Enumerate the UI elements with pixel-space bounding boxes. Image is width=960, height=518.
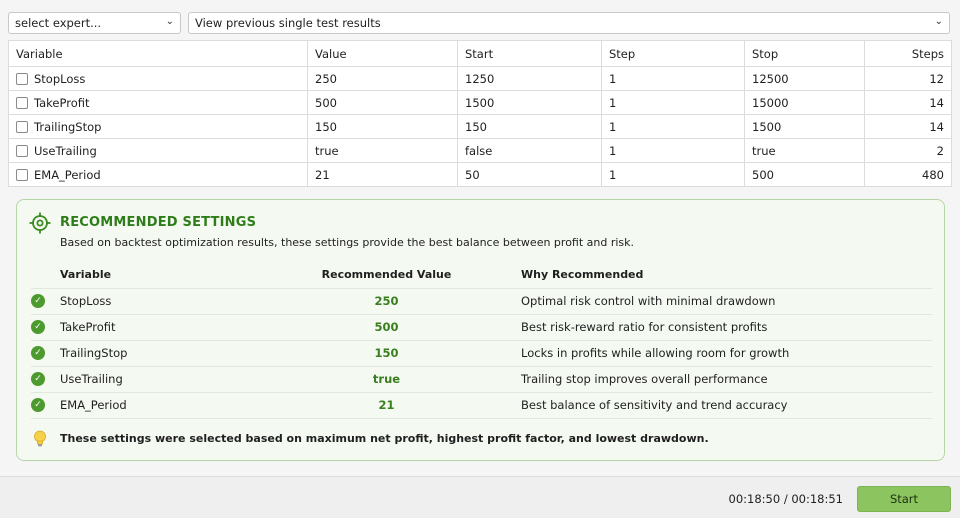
column-header-why-recommended: Why Recommended [487, 262, 932, 288]
steps-cell: 2 [865, 139, 952, 163]
stop-cell[interactable]: true [745, 139, 865, 163]
column-header-start[interactable]: Start [458, 41, 602, 67]
check-circle-icon: ✓ [31, 372, 45, 386]
recommended-settings-panel [16, 199, 945, 461]
table-row[interactable] [9, 115, 952, 139]
target-icon [29, 212, 51, 234]
start-cell[interactable]: 1500 [458, 91, 602, 115]
optimize-checkbox[interactable] [16, 145, 28, 157]
column-header-step[interactable]: Step [602, 41, 745, 67]
recommended-variable: UseTrailing [60, 366, 286, 392]
table-header-row [9, 41, 952, 67]
check-circle-icon: ✓ [31, 320, 45, 334]
panel-title: RECOMMENDED SETTINGS [60, 215, 257, 230]
variable-cell [9, 139, 308, 163]
recommended-value: 500 [286, 314, 487, 340]
note-text: These settings were selected based on maximum net profit, highest profit factor, and lowest drawdown. [60, 432, 709, 445]
check-circle-icon: ✓ [31, 346, 45, 360]
step-cell[interactable]: 1 [602, 91, 745, 115]
elapsed-timer: 00:18:50 / 00:18:51 [728, 492, 843, 506]
check-circle-icon: ✓ [31, 398, 45, 412]
start-button[interactable]: Start [857, 486, 951, 512]
variable-name: TrailingStop [34, 119, 102, 134]
variable-name: TakeProfit [34, 95, 90, 110]
optimize-checkbox[interactable] [16, 97, 28, 109]
steps-cell: 14 [865, 115, 952, 139]
start-cell[interactable]: false [458, 139, 602, 163]
recommended-reason: Optimal risk control with minimal drawdown [487, 288, 932, 314]
table-row[interactable] [9, 91, 952, 115]
stop-cell[interactable]: 500 [745, 163, 865, 187]
variable-cell [9, 115, 308, 139]
recommended-value: true [286, 366, 487, 392]
stop-cell[interactable]: 12500 [745, 67, 865, 91]
results-select[interactable] [188, 12, 950, 34]
recommended-row [31, 366, 932, 392]
recommended-variable: StopLoss [60, 288, 286, 314]
recommended-value: 150 [286, 340, 487, 366]
variable-name: EMA_Period [34, 167, 101, 182]
steps-cell: 12 [865, 67, 952, 91]
start-cell[interactable]: 150 [458, 115, 602, 139]
value-cell[interactable]: true [308, 139, 458, 163]
table-row[interactable] [9, 163, 952, 187]
column-header-value[interactable]: Value [308, 41, 458, 67]
recommended-variable: TakeProfit [60, 314, 286, 340]
toolbar [8, 12, 950, 34]
value-cell[interactable]: 150 [308, 115, 458, 139]
column-header-variable[interactable]: Variable [9, 41, 308, 67]
recommended-value: 21 [286, 392, 487, 418]
header-spacer [31, 262, 60, 288]
optimize-checkbox[interactable] [16, 73, 28, 85]
chevron-down-icon: ⌄ [165, 16, 174, 27]
recommended-row [31, 392, 932, 418]
column-header-steps[interactable]: Steps [865, 41, 952, 67]
recommended-reason: Best risk-reward ratio for consistent profits [487, 314, 932, 340]
step-cell[interactable]: 1 [602, 163, 745, 187]
check-cell [31, 288, 60, 314]
expert-select[interactable] [8, 12, 181, 34]
steps-cell: 480 [865, 163, 952, 187]
step-cell[interactable]: 1 [602, 115, 745, 139]
variable-name: UseTrailing [34, 143, 97, 158]
recommended-row [31, 314, 932, 340]
variable-cell [9, 67, 308, 91]
check-cell [31, 392, 60, 418]
recommended-reason: Locks in profits while allowing room for growth [487, 340, 932, 366]
optimize-checkbox[interactable] [16, 121, 28, 133]
value-cell[interactable]: 250 [308, 67, 458, 91]
stop-cell[interactable]: 15000 [745, 91, 865, 115]
recommended-row [31, 288, 932, 314]
check-cell [31, 366, 60, 392]
column-header-stop[interactable]: Stop [745, 41, 865, 67]
check-cell [31, 314, 60, 340]
variable-cell [9, 163, 308, 187]
expert-select-value: select expert... [15, 16, 102, 30]
variable-cell [9, 91, 308, 115]
check-cell [31, 340, 60, 366]
recommended-variable: EMA_Period [60, 392, 286, 418]
optimize-checkbox[interactable] [16, 169, 28, 181]
recommended-row [31, 340, 932, 366]
column-header-recommended-value: Recommended Value [286, 262, 487, 288]
recommended-table [31, 262, 932, 419]
panel-subtitle: Based on backtest optimization results, these settings provide the best balance between profit and risk. [60, 236, 635, 249]
results-select-value: View previous single test results [195, 16, 381, 30]
variable-name: StopLoss [34, 71, 86, 86]
table-row[interactable] [9, 67, 952, 91]
table-row[interactable] [9, 139, 952, 163]
check-circle-icon: ✓ [31, 294, 45, 308]
recommended-variable: TrailingStop [60, 340, 286, 366]
chevron-down-icon: ⌄ [934, 16, 943, 27]
value-cell[interactable]: 21 [308, 163, 458, 187]
column-header-variable: Variable [60, 262, 286, 288]
status-bar [0, 476, 960, 518]
stop-cell[interactable]: 1500 [745, 115, 865, 139]
recommended-header-row [31, 262, 932, 288]
steps-cell: 14 [865, 91, 952, 115]
lightbulb-icon [33, 430, 47, 448]
step-cell[interactable]: 1 [602, 139, 745, 163]
recommended-reason: Best balance of sensitivity and trend accuracy [487, 392, 932, 418]
start-cell[interactable]: 1250 [458, 67, 602, 91]
recommended-value: 250 [286, 288, 487, 314]
start-cell[interactable]: 50 [458, 163, 602, 187]
parameters-table [8, 40, 952, 187]
value-cell[interactable]: 500 [308, 91, 458, 115]
step-cell[interactable]: 1 [602, 67, 745, 91]
recommended-reason: Trailing stop improves overall performance [487, 366, 932, 392]
